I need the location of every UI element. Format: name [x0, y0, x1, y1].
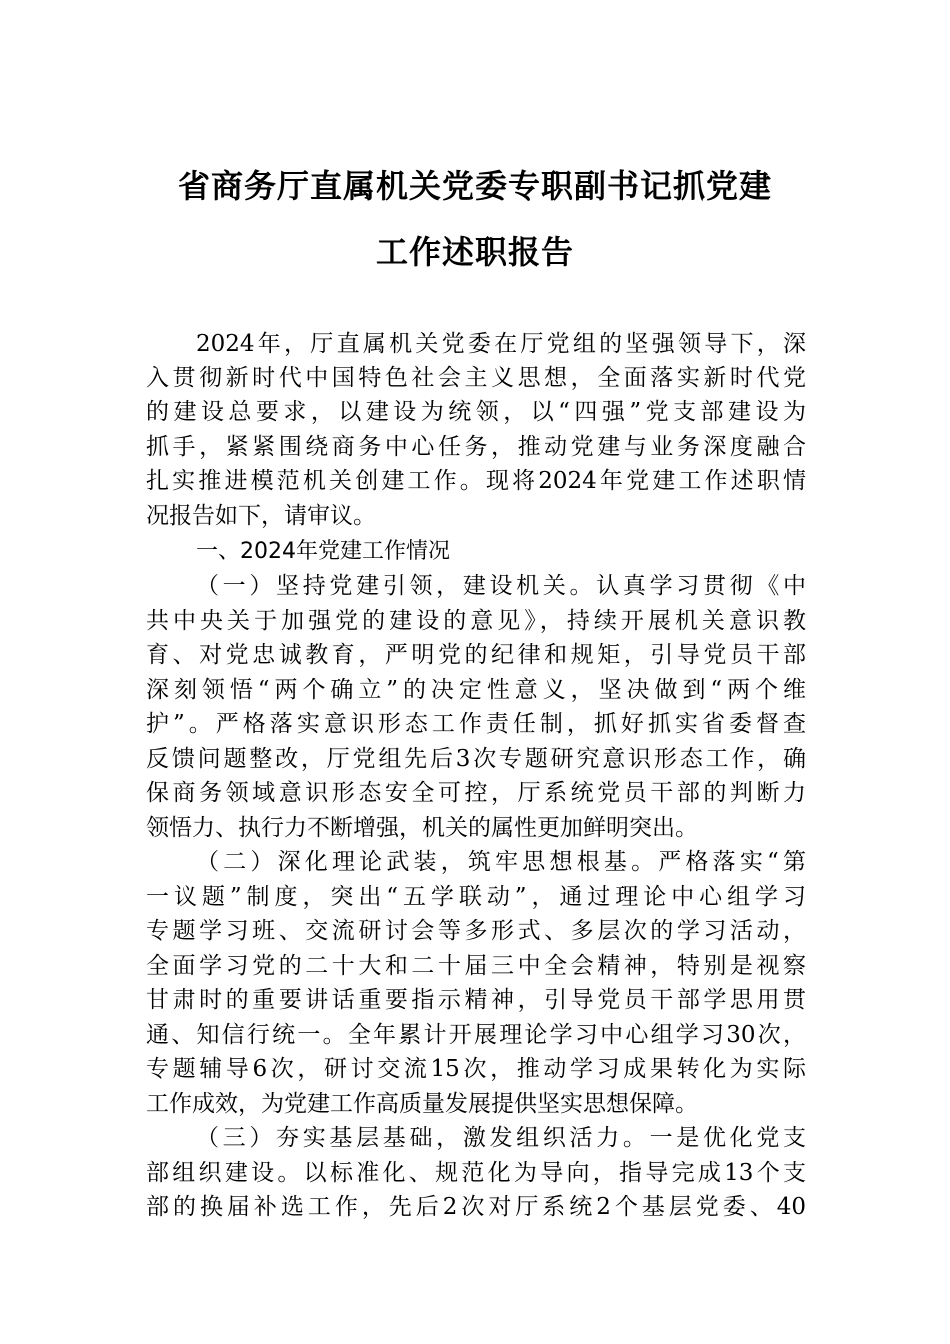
body-line: 2024年，厅直属机关党委在厅党组的坚强领导下，深	[196, 331, 806, 357]
body-line: 专题学习班、交流研讨会等多形式、多层次的学习活动，	[146, 918, 806, 944]
section-heading: 一、2024年党建工作情况	[196, 539, 450, 564]
body-line: 领悟力、执行力不断增强，机关的属性更加鲜明突出。	[146, 815, 698, 841]
body-line: 保商务领域意识形态安全可控，厅系统党员干部的判断力	[146, 780, 806, 806]
body-line: 全面学习党的二十大和二十届三中全会精神，特别是视察	[146, 953, 806, 979]
body-line: （二）深化理论武装，筑牢思想根基。严格落实“第	[196, 849, 806, 875]
body-line: 反馈问题整改，厅党组先后3次专题研究意识形态工作，确	[146, 746, 806, 772]
body-line: 专题辅导6次，研讨交流15次，推动学习成果转化为实际	[146, 1056, 806, 1082]
document-title-line-2: 工作述职报告	[375, 233, 574, 271]
body-line: 的建设总要求，以建设为统领，以“四强”党支部建设为	[146, 399, 806, 425]
body-line: （三）夯实基层基础，激发组织活力。一是优化党支	[196, 1125, 806, 1151]
body-line: 深刻领悟“两个确立”的决定性意义，坚决做到“两个维	[146, 677, 806, 703]
body-line: 工作成效，为党建工作高质量发展提供坚实思想保障。	[146, 1091, 698, 1117]
body-line: 护”。严格落实意识形态工作责任制，抓好抓实省委督查	[146, 711, 806, 737]
body-line: 甘肃时的重要讲话重要指示精神，引导党员干部学思用贯	[146, 987, 806, 1013]
body-line: 育、对党忠诚教育，严明党的纪律和规矩，引导党员干部	[146, 642, 806, 668]
body-line: 入贯彻新时代中国特色社会主义思想，全面落实新时代党	[146, 365, 806, 391]
body-line: 部的换届补选工作，先后2次对厅系统2个基层党委、40	[146, 1194, 806, 1220]
body-line: 一议题”制度，突出“五学联动”，通过理论中心组学习	[146, 884, 806, 910]
document-title-line-1: 省商务厅直属机关党委专职副书记抓党建	[177, 167, 772, 205]
body-line: 共中央关于加强党的建设的意见》，持续开展机关意识教	[146, 608, 806, 634]
body-line: 抓手，紧紧围绕商务中心任务，推动党建与业务深度融合	[146, 434, 806, 460]
body-line: 通、知信行统一。全年累计开展理论学习中心组学习30次，	[146, 1022, 806, 1048]
body-line: 况报告如下，请审议。	[146, 503, 376, 529]
body-line: 部组织建设。以标准化、规范化为导向，指导完成13个支	[146, 1160, 806, 1186]
body-line: （一）坚持党建引领，建设机关。认真学习贯彻《中	[196, 573, 806, 599]
body-line: 扎实推进模范机关创建工作。现将2024年党建工作述职情	[146, 468, 806, 494]
